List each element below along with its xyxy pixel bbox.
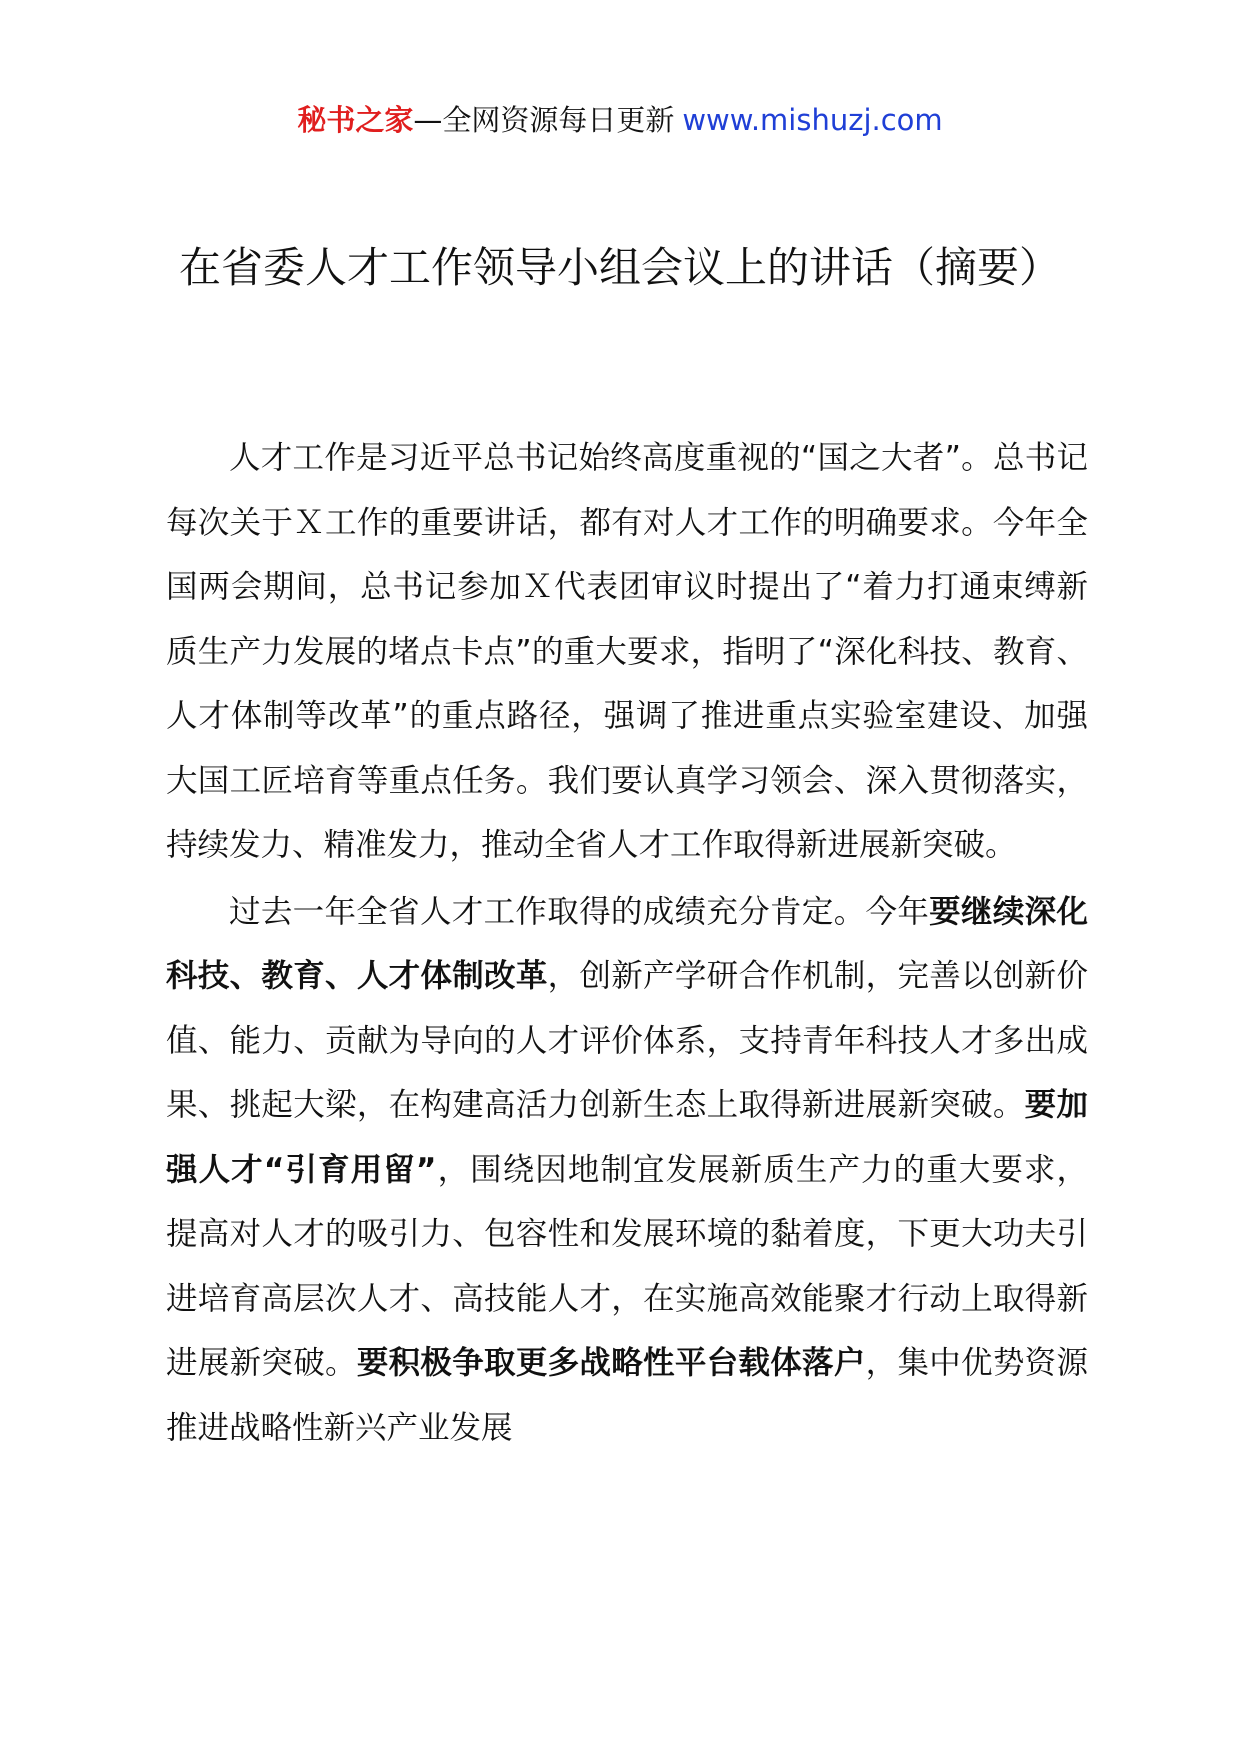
paragraph-text: ，围绕因地制宜发展新质生产力的重大要求，提高对人才的吸引力、包容性和发展环境的黏着度，下更大功夫引进培育高层次人才、高技能人才，在实施高效能聚才行动上取得新进展新突破。 [166, 1151, 1088, 1381]
document-body [166, 426, 1088, 1462]
site-url-link[interactable]: www.mishuzj.com [682, 103, 943, 137]
paragraph-2 [166, 880, 1088, 1461]
paragraph-text: 过去一年全省人才工作取得的成绩充分肯定。今年 [229, 893, 930, 930]
bold-emphasis: 要加强人才“引育用留” [166, 1087, 1088, 1188]
site-header [0, 100, 1240, 140]
paragraph-text: ，集中优势资源推进战略性新兴产业发展 [166, 1345, 1088, 1446]
paragraph-text: ，创新产学研合作机制，完善以创新价值、能力、贡献为导向的人才评价体系，支持青年科技人才多出成果、挑起大梁，在构建高活力创新生态上取得新进展新突破。 [166, 958, 1088, 1123]
site-slogan: —全网资源每日更新 [413, 103, 675, 137]
site-brand: 秘书之家 [297, 103, 414, 137]
bold-emphasis: 要继续深化科技、教育、人才体制改革 [166, 893, 1088, 994]
paragraph-text: 人才工作是习近平总书记始终高度重视的“国之大者”。总书记每次关于Ｘ工作的重要讲话，都有对人才工作的明确要求。今年全国两会期间，总书记参加Ｘ代表团审议时提出了“着力打通束缚新质生产力发展的堵点卡点”的重大要求，指明了“深化科技、教育、人才体制等改革”的重点路径，强调了推进重点实验室建设、加强大国工匠培育等重点任务。我们要认真学习领会、深入贯彻落实，持续发力、精准发力，推动全省人才工作取得新进展新突破。 [166, 440, 1088, 863]
bold-emphasis: 要积极争取更多战略性平台载体落户 [356, 1345, 866, 1381]
document-title: 在省委人才工作领导小组会议上的讲话（摘要） [178, 243, 1061, 292]
paragraph-1 [166, 426, 1088, 878]
